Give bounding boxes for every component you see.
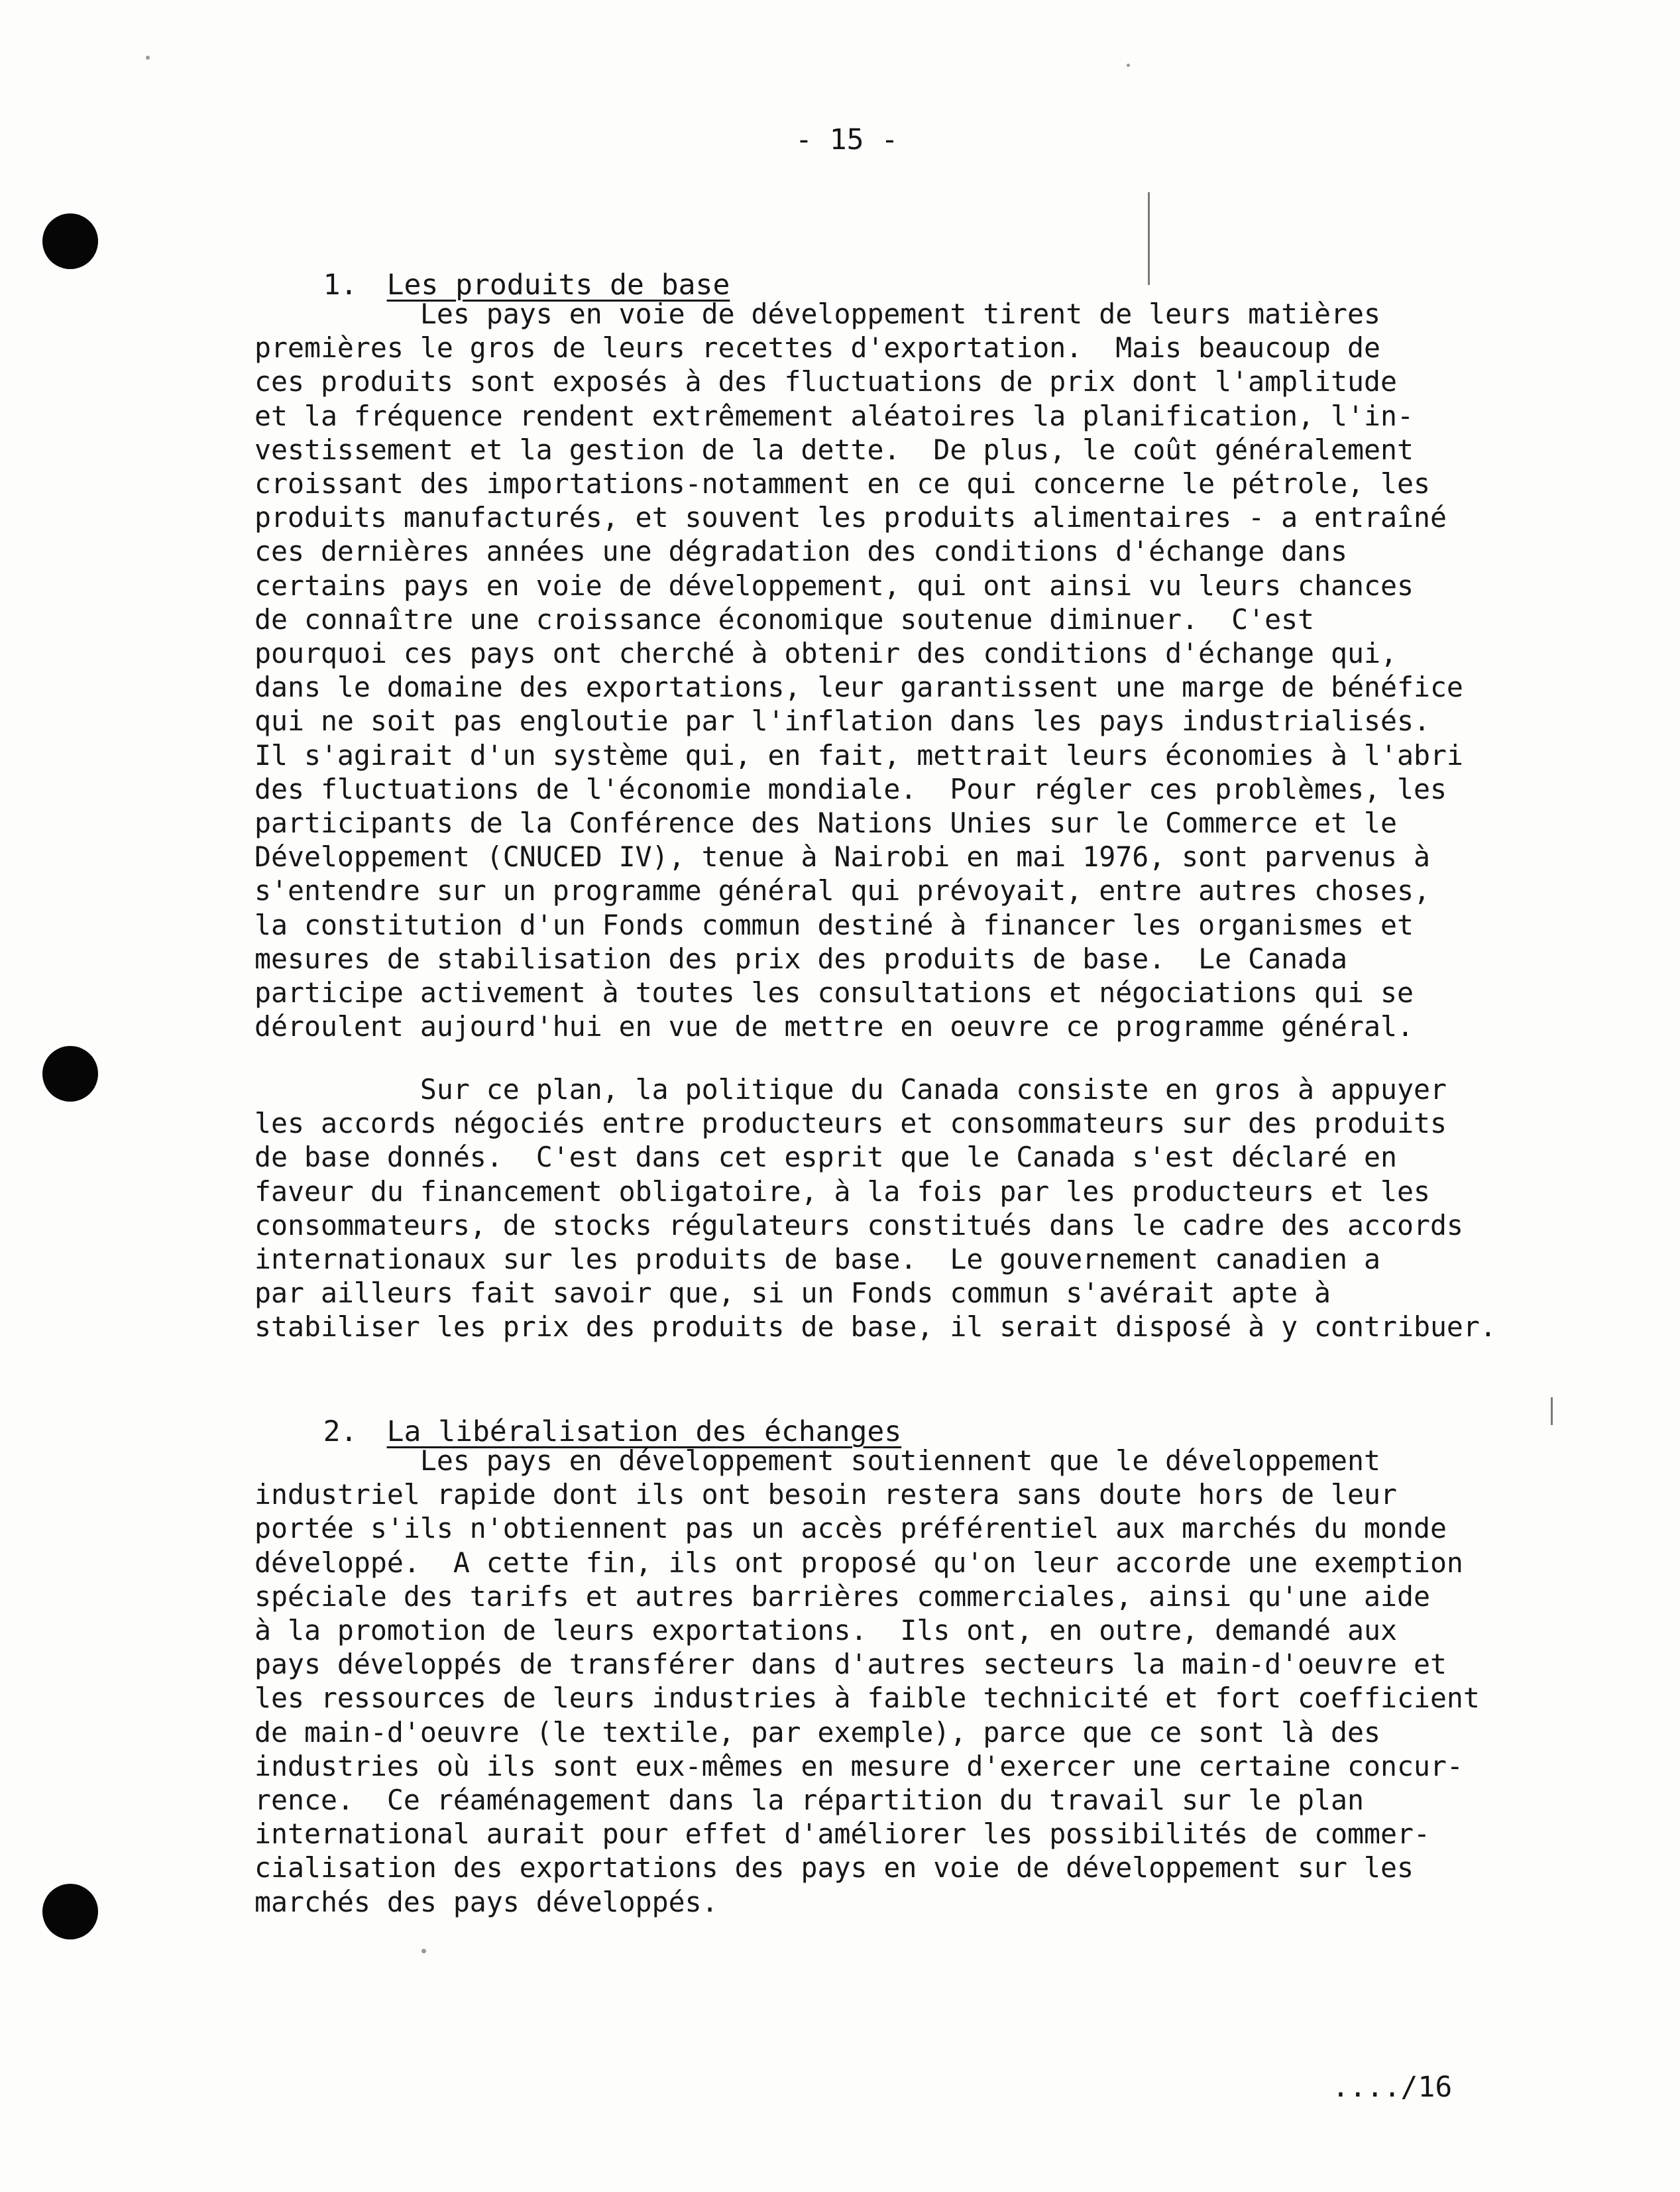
text-line: rence. Ce réaménagement dans la répartition du travail sur le plan [254,1784,1365,1817]
paragraph-3 [254,1444,1527,1919]
text-line: Les pays en voie de développement tirent de leurs matières [254,298,1380,330]
section-number: 2. [323,1415,358,1448]
scan-speck [421,1949,426,1953]
text-line: les accords négociés entre producteurs et consommateurs sur des produits [254,1107,1447,1140]
scan-speck [146,56,150,60]
text-line: participants de la Conférence des Nations Unies sur le Commerce et le [254,807,1397,840]
text-line: s'entendre sur un programme général qui prévoyait, entre autres choses, [254,874,1430,907]
text-line: les ressources de leurs industries à faible technicité et fort coefficient [254,1682,1480,1715]
text-line: cialisation des exportations des pays en voie de développement sur les [254,1851,1414,1884]
text-line: croissant des importations-notamment en ce qui concerne le pétrole, les [254,467,1430,500]
text-line: la constitution d'un Fonds commun destiné à financer les organismes et [254,908,1414,941]
text-line: portée s'ils n'obtiennent pas un accès préférentiel aux marchés du monde [254,1512,1447,1545]
text-line: industries où ils sont eux-mêmes en mesure d'exercer une certaine concur- [254,1749,1463,1782]
text-line: participe activement à toutes les consultations et négociations qui se [254,976,1414,1009]
text-line: des fluctuations de l'économie mondiale. Pour régler ces problèmes, les [254,772,1447,805]
text-line: qui ne soit pas engloutie par l'inflation dans les pays industrialisés. [254,705,1430,738]
text-line: faveur du financement obligatoire, à la fois par les producteurs et les [254,1175,1430,1208]
text-line: certains pays en voie de développement, qui ont ainsi vu leurs chances [254,569,1414,602]
text-line: à la promotion de leurs exportations. Ils ont, en outre, demandé aux [254,1614,1397,1647]
text-line: Développement (CNUCED IV), tenue à Nairobi en mai 1976, sont parvenus à [254,840,1430,874]
text-line: marchés des pays développés. [254,1885,718,1918]
section-title: Les produits de base [386,268,730,302]
text-line: développé. A cette fin, ils ont proposé qu'on leur accorde une exemption [254,1546,1463,1579]
text-line: produits manufacturés, et souvent les produits alimentaires - a entraîné [254,501,1447,534]
text-line: internationaux sur les produits de base. Le gouvernement canadien a [254,1243,1380,1276]
text-line: stabiliser les prix des produits de base, il serait disposé à y contribuer. [254,1310,1496,1344]
text-line: et la fréquence rendent extrêmement aléatoires la planification, l'in- [254,399,1414,432]
text-line: Sur ce plan, la politique du Canada consiste en gros à appuyer [254,1073,1447,1106]
text-line: consommateurs, de stocks régulateurs constitués dans le cadre des accords [254,1208,1463,1241]
text-line: de connaître une croissance économique soutenue diminuer. C'est [254,603,1315,636]
text-line: de base donnés. C'est dans cet esprit que le Canada s'est déclaré en [254,1141,1397,1174]
section-number: 1. [323,268,358,302]
paragraph-2 [254,1072,1527,1344]
punch-hole-bottom [42,1884,98,1939]
text-line: dans le domaine des exportations, leur garantissent une marge de bénéfice [254,671,1463,704]
scan-speck [1127,64,1130,67]
text-line: premières le gros de leurs recettes d'exportation. Mais beaucoup de [254,331,1380,365]
text-line: Les pays en développement soutiennent que le développement [254,1444,1380,1477]
punch-hole-top [42,213,98,269]
text-line: par ailleurs fait savoir que, si un Fonds commun s'avérait apte à [254,1277,1331,1310]
text-line: déroulent aujourd'hui en vue de mettre en oeuvre ce programme général. [254,1010,1414,1043]
text-line: mesures de stabilisation des prix des produits de base. Le Canada [254,942,1348,975]
text-line: spéciale des tarifs et autres barrières commerciales, ainsi qu'une aide [254,1580,1430,1613]
continuation-marker: ..../16 [1332,2071,1453,2104]
text-line: vestissement et la gestion de la dette. De plus, le coût généralement [254,433,1414,466]
text-line: de main-d'oeuvre (le textile, par exemple), parce que ce sont là des [254,1715,1380,1749]
page-number: - 15 - [795,123,899,156]
scan-mark [1551,1397,1553,1425]
text-line: ces dernières années une dégradation des conditions d'échange dans [254,535,1348,568]
text-line: ces produits sont exposés à des fluctuations de prix dont l'amplitude [254,365,1397,398]
section-title: La libéralisation des échanges [386,1415,902,1448]
punch-hole-middle [42,1046,98,1102]
text-line: industriel rapide dont ils ont besoin restera sans doute hors de leur [254,1478,1397,1511]
scan-mark [1148,192,1150,285]
text-line: international aurait pour effet d'améliorer les possibilités de commer- [254,1817,1430,1851]
text-line: Il s'agirait d'un système qui, en fait, mettrait leurs économies à l'abri [254,738,1463,772]
text-line: pays développés de transférer dans d'autres secteurs la main-d'oeuvre et [254,1648,1447,1681]
paragraph-1 [254,297,1527,1043]
text-line: pourquoi ces pays ont cherché à obtenir des conditions d'échange qui, [254,637,1397,670]
